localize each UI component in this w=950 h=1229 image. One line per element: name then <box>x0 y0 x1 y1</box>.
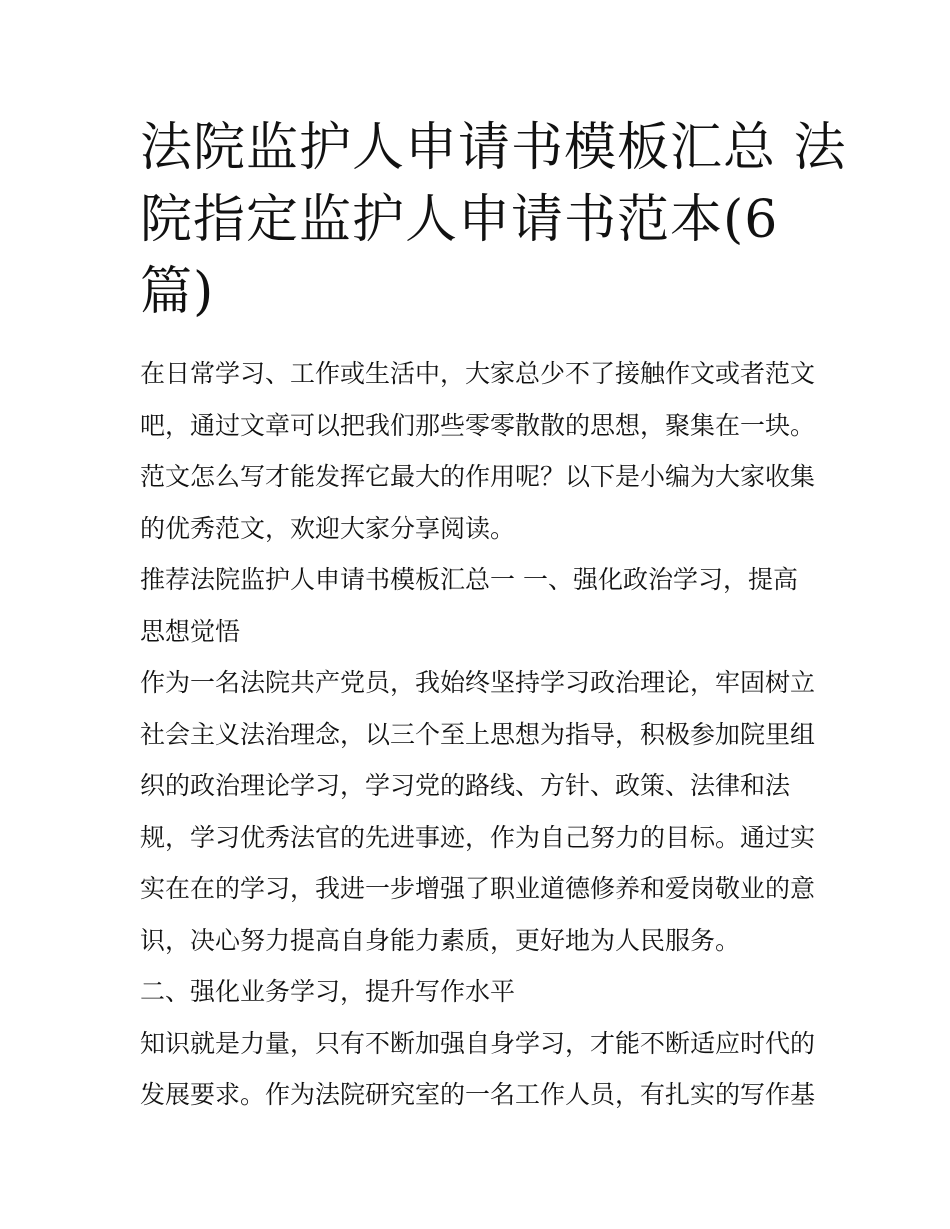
section-heading-line: 推荐法院监护人申请书模板汇总一 一、强化政治学习，提高 <box>140 565 798 594</box>
title-line: 篇) <box>140 262 215 322</box>
section-heading-line: 二、强化业务学习，提升写作水平 <box>140 977 516 1006</box>
intro-line: 在日常学习、工作或生活中，大家总少不了接触作文或者范文 <box>140 359 816 388</box>
intro-line: 吧，通过文章可以把我们那些零零散散的思想，聚集在一块。 <box>140 410 816 440</box>
document-body <box>140 348 820 1121</box>
paragraph-line: 发展要求。作为法院研究室的一名工作人员，有扎实的写作基 <box>140 1080 816 1109</box>
paragraph-line: 实在在的学习，我进一步增强了职业道德修养和爱岗敬业的意 <box>140 874 816 903</box>
paragraph-line: 规，学习优秀法官的先进事迹，作为自己努力的目标。通过实 <box>140 822 816 852</box>
section-heading-line: 思想觉悟 <box>140 616 241 646</box>
paragraph-line: 作为一名法院共产党员，我始终坚持学习政治理论，牢固树立 <box>140 668 816 697</box>
paragraph-line: 织的政治理论学习，学习党的路线、方针、政策、法律和法 <box>140 771 791 800</box>
paragraph-line: 知识就是力量，只有不断加强自身学习，才能不断适应时代的 <box>140 1028 816 1058</box>
intro-line: 范文怎么写才能发挥它最大的作用呢？以下是小编为大家收集 <box>140 462 816 491</box>
document-title <box>140 112 847 328</box>
title-line: 院指定监护人申请书范本(6 <box>140 190 779 250</box>
paragraph-line: 识，决心努力提高自身能力素质，更好地为人民服务。 <box>140 925 741 955</box>
document-page <box>140 112 847 1121</box>
title-line: 法院监护人申请书模板汇总 法 <box>140 118 847 178</box>
intro-line: 的优秀范文，欢迎大家分享阅读。 <box>140 513 516 543</box>
paragraph-line: 社会主义法治理念，以三个至上思想为指导，积极参加院里组 <box>140 719 816 749</box>
